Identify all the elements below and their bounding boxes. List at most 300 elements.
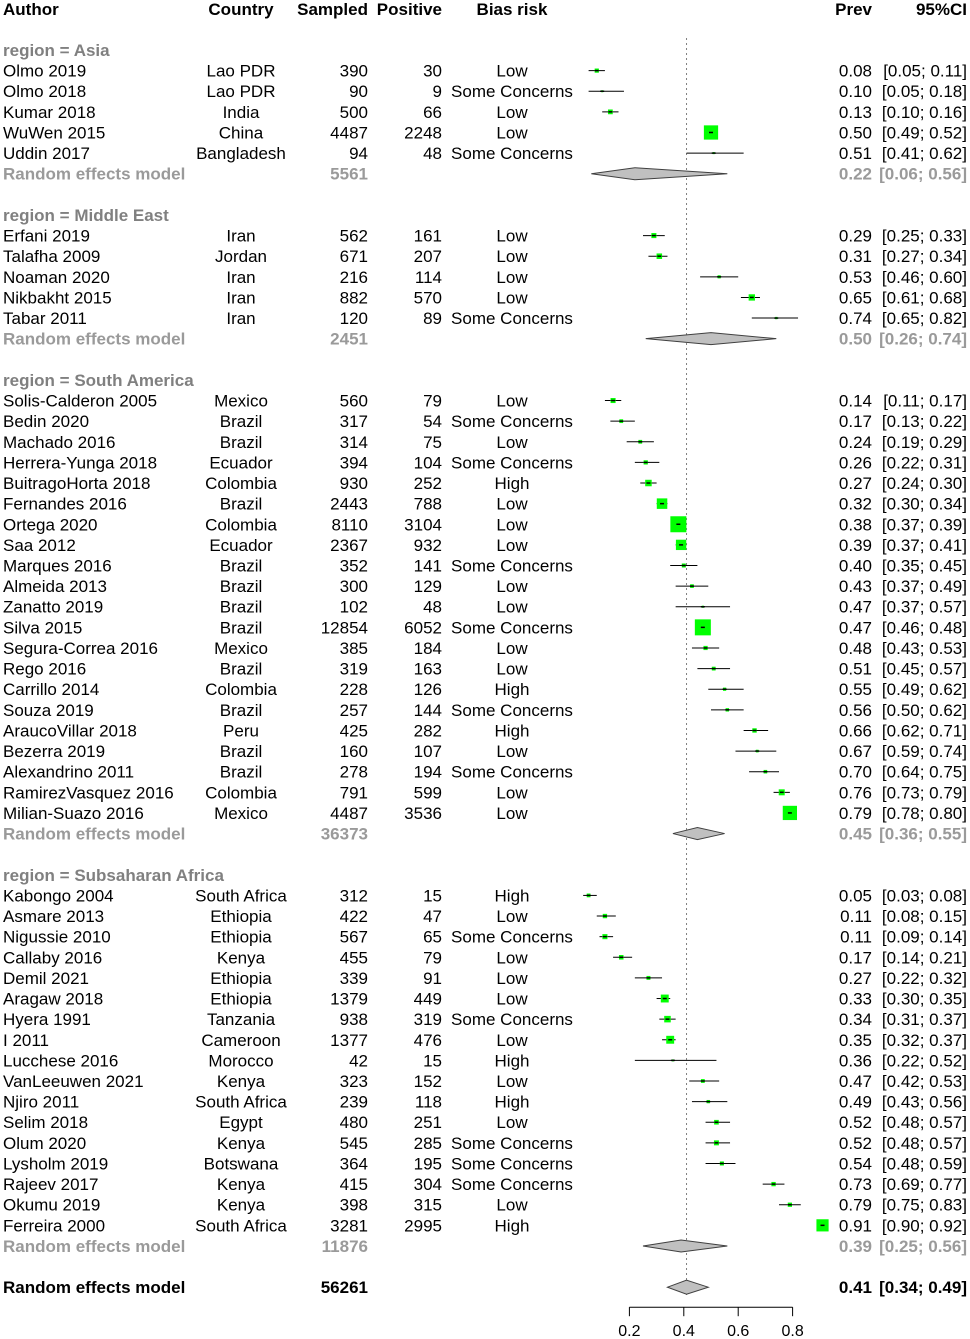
study-prev: 0.33 — [838, 989, 872, 1009]
study-sampled: 938 — [339, 1010, 368, 1030]
study-ci: [0.14; 0.21] — [881, 948, 967, 968]
study-prev: 0.34 — [838, 1010, 872, 1030]
study-country: Brazil — [219, 432, 263, 452]
study-sampled: 1377 — [330, 1030, 368, 1050]
study-bias-risk: Low — [496, 989, 528, 1009]
study-row — [3, 618, 967, 637]
study-bias-risk: Low — [496, 123, 528, 143]
study-row — [3, 433, 967, 452]
study-row — [3, 804, 967, 823]
study-author: Bedin 2020 — [3, 412, 90, 432]
study-sampled: 323 — [339, 1072, 368, 1091]
study-bias-risk: Low — [496, 659, 528, 679]
study-row — [3, 1093, 967, 1112]
study-sampled: 390 — [339, 61, 368, 81]
study-positive: 79 — [423, 391, 442, 411]
study-author: Erfani 2019 — [3, 226, 90, 246]
study-author: Marques 2016 — [3, 556, 112, 576]
study-prev: 0.79 — [838, 803, 872, 823]
axis-tick-label: 0.6 — [727, 1323, 750, 1339]
study-sampled: 352 — [339, 556, 368, 576]
study-prev: 0.38 — [838, 515, 872, 535]
study-prev: 0.74 — [838, 309, 872, 329]
study-country: Cameroon — [201, 1030, 281, 1050]
study-row — [3, 536, 967, 555]
study-author: Alexandrino 2011 — [3, 762, 135, 782]
study-author: Rajeev 2017 — [3, 1175, 99, 1195]
study-bias-risk: High — [494, 1051, 530, 1071]
study-row — [3, 288, 967, 307]
study-row — [3, 1134, 967, 1153]
header-sampled: Sampled — [297, 0, 368, 19]
study-positive: 6052 — [404, 618, 442, 638]
study-sampled: 882 — [339, 288, 368, 308]
study-positive: 54 — [423, 412, 442, 432]
study-row — [3, 103, 967, 122]
study-row — [3, 928, 967, 947]
study-row — [3, 474, 967, 493]
study-bias-risk: Low — [496, 803, 528, 823]
study-positive: 251 — [413, 1113, 442, 1133]
study-sampled: 671 — [339, 247, 368, 267]
study-author: Souza 2019 — [3, 700, 94, 720]
study-prev: 0.10 — [838, 82, 872, 102]
study-ci: [0.22; 0.31] — [881, 453, 967, 473]
study-sampled: 4487 — [330, 123, 368, 143]
study-row — [3, 577, 967, 596]
study-ci: [0.59; 0.74] — [881, 742, 967, 762]
study-sampled: 2443 — [330, 494, 368, 514]
study-row — [3, 990, 967, 1009]
study-sampled: 228 — [339, 680, 368, 700]
study-prev: 0.17 — [838, 412, 872, 432]
study-bias-risk: Some Concerns — [451, 1010, 573, 1030]
study-author: Bezerra 2019 — [3, 742, 106, 762]
header-prev: Prev — [835, 0, 872, 19]
study-sampled: 3281 — [330, 1216, 368, 1236]
summary-label: Random effects model — [3, 1236, 186, 1256]
study-row — [3, 412, 967, 431]
study-author: WuWen 2015 — [3, 123, 106, 143]
study-row — [3, 742, 967, 761]
study-prev: 0.49 — [838, 1092, 872, 1112]
study-row — [3, 1031, 967, 1050]
study-positive: 252 — [413, 474, 442, 494]
study-row — [3, 309, 967, 328]
study-author: Talafha 2009 — [3, 247, 101, 267]
study-positive: 282 — [413, 721, 442, 741]
subgroup-summary-row — [3, 825, 967, 844]
study-bias-risk: Low — [496, 535, 528, 555]
axis-tick-label: 0.8 — [781, 1323, 804, 1339]
study-sampled: 312 — [339, 886, 368, 906]
study-row — [3, 1072, 967, 1091]
study-bias-risk: Low — [496, 61, 528, 81]
study-ci: [0.30; 0.35] — [881, 989, 967, 1009]
study-sampled: 300 — [339, 577, 368, 597]
study-sampled: 120 — [339, 309, 368, 329]
study-author: Segura-Correa 2016 — [3, 638, 158, 658]
study-author: RamirezVasquez 2016 — [3, 783, 174, 803]
study-bias-risk: Some Concerns — [451, 82, 573, 102]
study-prev: 0.24 — [838, 432, 872, 452]
study-positive: 65 — [423, 927, 442, 947]
study-bias-risk: Low — [496, 783, 528, 803]
study-bias-risk: Low — [496, 102, 528, 122]
study-row — [3, 247, 967, 266]
study-ci: [0.69; 0.77] — [881, 1175, 967, 1195]
group-label: region = Middle East — [3, 205, 169, 225]
study-ci: [0.90; 0.92] — [881, 1216, 967, 1236]
study-row — [3, 1010, 967, 1029]
study-row — [3, 1113, 967, 1132]
study-ci: [0.09; 0.14] — [881, 927, 967, 947]
study-ci: [0.45; 0.57] — [881, 659, 967, 679]
study-author: Selim 2018 — [3, 1113, 89, 1133]
group-label: region = South America — [3, 370, 194, 390]
study-prev: 0.29 — [838, 226, 872, 246]
study-prev: 0.27 — [838, 474, 872, 494]
study-row — [3, 721, 967, 740]
study-prev: 0.40 — [838, 556, 872, 576]
study-country: Colombia — [205, 680, 277, 700]
study-sampled: 425 — [339, 721, 368, 741]
study-author: Olum 2020 — [3, 1133, 87, 1153]
study-author: BuitragoHorta 2018 — [3, 474, 151, 494]
study-ci: [0.42; 0.53] — [881, 1072, 967, 1091]
study-ci: [0.32; 0.37] — [881, 1030, 967, 1050]
study-ci: [0.35; 0.45] — [881, 556, 967, 576]
study-bias-risk: Low — [496, 494, 528, 514]
study-positive: 114 — [414, 267, 442, 287]
study-author: Kabongo 2004 — [3, 886, 114, 906]
study-sampled: 160 — [339, 742, 368, 762]
study-author: Almeida 2013 — [3, 577, 107, 597]
study-country: Jordan — [215, 247, 267, 267]
study-country: India — [222, 102, 260, 122]
study-bias-risk: Low — [496, 968, 528, 988]
study-sampled: 4487 — [330, 803, 368, 823]
study-positive: 161 — [413, 226, 442, 246]
study-sampled: 422 — [339, 907, 368, 927]
study-bias-risk: Low — [496, 742, 528, 762]
study-row — [3, 515, 967, 534]
study-positive: 315 — [413, 1195, 442, 1215]
study-bias-risk: Low — [496, 432, 528, 452]
study-sampled: 102 — [339, 597, 368, 617]
study-row — [3, 763, 967, 782]
study-sampled: 42 — [349, 1051, 368, 1071]
study-positive: 285 — [413, 1133, 442, 1153]
study-positive: 319 — [413, 1010, 442, 1030]
study-country: Kenya — [216, 1133, 266, 1153]
study-bias-risk: Low — [496, 907, 528, 927]
study-prev: 0.56 — [838, 700, 872, 720]
study-sampled: 364 — [339, 1154, 368, 1174]
study-positive: 932 — [413, 535, 442, 555]
study-positive: 195 — [413, 1154, 442, 1174]
study-country: Iran — [226, 226, 256, 246]
study-country: China — [218, 123, 264, 143]
study-sampled: 339 — [339, 968, 368, 988]
group-2 — [3, 371, 967, 844]
study-row — [3, 598, 967, 617]
study-row — [3, 783, 967, 802]
study-country: Egypt — [219, 1113, 263, 1133]
study-author: Njiro 2011 — [3, 1092, 80, 1112]
overall-ci: [0.34; 0.49] — [879, 1278, 967, 1298]
study-prev: 0.91 — [838, 1216, 872, 1236]
study-prev: 0.51 — [838, 144, 872, 164]
study-bias-risk: High — [494, 680, 530, 700]
study-author: AraucoVillar 2018 — [3, 721, 137, 741]
study-row — [3, 82, 967, 101]
study-country: Lao PDR — [206, 82, 276, 102]
study-row — [3, 886, 967, 905]
study-prev: 0.39 — [838, 535, 872, 555]
study-ci: [0.31; 0.37] — [881, 1010, 967, 1030]
study-country: South Africa — [195, 886, 287, 906]
overall-label: Random effects model — [3, 1278, 186, 1298]
study-sampled: 480 — [339, 1113, 368, 1133]
study-row — [3, 1196, 967, 1215]
study-bias-risk: Some Concerns — [451, 309, 573, 329]
study-bias-risk: High — [494, 474, 530, 494]
study-row — [3, 495, 967, 514]
study-positive: 207 — [413, 247, 442, 267]
study-row — [3, 268, 967, 287]
study-author: Uddin 2017 — [3, 144, 90, 164]
study-sampled: 455 — [339, 948, 368, 968]
group-1 — [3, 206, 967, 349]
study-positive: 118 — [414, 1092, 442, 1112]
study-ci: [0.25; 0.33] — [881, 226, 967, 246]
study-bias-risk: High — [494, 1216, 530, 1236]
study-positive: 476 — [413, 1030, 442, 1050]
study-sampled: 90 — [349, 82, 368, 102]
study-sampled: 278 — [339, 762, 368, 782]
study-author: Aragaw 2018 — [3, 989, 104, 1009]
study-country: Brazil — [219, 762, 263, 782]
study-bias-risk: Low — [496, 1195, 528, 1215]
study-sampled: 394 — [339, 453, 368, 473]
study-ci: [0.22; 0.32] — [881, 968, 967, 988]
study-country: Ethiopia — [210, 968, 272, 988]
study-positive: 91 — [423, 968, 442, 988]
study-positive: 89 — [423, 309, 442, 329]
study-ci: [0.24; 0.30] — [881, 474, 967, 494]
study-prev: 0.65 — [838, 288, 872, 308]
study-positive: 126 — [413, 680, 442, 700]
study-country: Ecuador — [209, 453, 273, 473]
study-ci: [0.75; 0.83] — [881, 1195, 967, 1215]
study-country: Bangladesh — [196, 144, 286, 164]
study-author: Lysholm 2019 — [3, 1154, 109, 1174]
study-country: Iran — [226, 288, 256, 308]
summary-ci: [0.36; 0.55] — [879, 824, 967, 844]
axis-tick-label: 0.2 — [618, 1323, 641, 1339]
study-row — [3, 144, 967, 163]
study-row — [3, 1154, 967, 1173]
study-bias-risk: Low — [496, 515, 528, 535]
study-prev: 0.17 — [838, 948, 872, 968]
study-prev: 0.36 — [838, 1051, 872, 1071]
study-country: Iran — [226, 267, 256, 287]
study-bias-risk: Low — [496, 288, 528, 308]
study-bias-risk: Low — [496, 597, 528, 617]
study-bias-risk: Low — [496, 948, 528, 968]
study-author: Machado 2016 — [3, 432, 116, 452]
study-sampled: 1379 — [330, 989, 368, 1009]
summary-ci: [0.26; 0.74] — [879, 329, 967, 349]
study-sampled: 239 — [339, 1092, 368, 1112]
study-bias-risk: Some Concerns — [451, 144, 573, 164]
study-ci: [0.50; 0.62] — [881, 700, 967, 720]
study-sampled: 314 — [339, 432, 368, 452]
summary-prev: 0.50 — [838, 329, 872, 349]
study-positive: 194 — [413, 762, 442, 782]
study-positive: 79 — [423, 948, 442, 968]
x-axis — [618, 1307, 804, 1339]
study-row — [3, 969, 967, 988]
study-author: Okumu 2019 — [3, 1195, 101, 1215]
study-country: Brazil — [219, 659, 263, 679]
study-author: Carrillo 2014 — [3, 680, 100, 700]
study-sampled: 398 — [339, 1195, 368, 1215]
subgroup-summary-row — [3, 165, 967, 184]
column-headers — [3, 0, 967, 19]
study-bias-risk: Low — [496, 577, 528, 597]
study-country: Mexico — [214, 391, 268, 411]
study-positive: 48 — [423, 597, 442, 617]
study-row — [3, 62, 967, 81]
study-bias-risk: Low — [496, 1030, 528, 1050]
study-bias-risk: Some Concerns — [451, 1154, 573, 1174]
study-row — [3, 639, 967, 658]
study-prev: 0.47 — [838, 597, 872, 617]
study-prev: 0.70 — [838, 762, 872, 782]
study-row — [3, 392, 967, 411]
study-ci: [0.37; 0.49] — [881, 577, 967, 597]
summary-sampled: 36373 — [320, 824, 368, 844]
study-bias-risk: Low — [496, 1113, 528, 1133]
study-prev: 0.47 — [838, 1072, 872, 1091]
study-sampled: 8110 — [331, 515, 368, 535]
study-author: Herrera-Yunga 2018 — [3, 453, 158, 473]
study-bias-risk: Low — [496, 247, 528, 267]
study-ci: [0.62; 0.71] — [881, 721, 967, 741]
study-row — [3, 123, 967, 142]
study-author: Hyera 1991 — [3, 1010, 91, 1030]
study-author: Lucchese 2016 — [3, 1051, 119, 1071]
study-ci: [0.73; 0.79] — [881, 783, 967, 803]
study-positive: 30 — [423, 61, 442, 81]
study-bias-risk: High — [494, 721, 530, 741]
study-country: Brazil — [219, 618, 263, 638]
study-row — [3, 1175, 967, 1194]
study-sampled: 791 — [339, 783, 368, 803]
study-author: Nikbakht 2015 — [3, 288, 112, 308]
group-0 — [3, 41, 967, 184]
study-ci: [0.41; 0.62] — [881, 144, 967, 164]
group-label: region = Subsaharan Africa — [3, 865, 224, 885]
study-author: VanLeeuwen 2021 — [3, 1072, 144, 1091]
summary-ci: [0.25; 0.56] — [879, 1236, 967, 1256]
study-country: Kenya — [216, 1195, 266, 1215]
study-author: Fernandes 2016 — [3, 494, 127, 514]
study-sampled: 562 — [339, 226, 368, 246]
study-bias-risk: Some Concerns — [451, 1175, 573, 1195]
study-prev: 0.26 — [838, 453, 872, 473]
study-ci: [0.37; 0.57] — [881, 597, 967, 617]
study-author: Olmo 2018 — [3, 82, 87, 102]
study-prev: 0.05 — [838, 886, 872, 906]
study-positive: 570 — [413, 288, 442, 308]
study-author: Noaman 2020 — [3, 267, 110, 287]
study-country: Kenya — [216, 1072, 266, 1091]
study-ci: [0.78; 0.80] — [881, 803, 967, 823]
study-positive: 47 — [423, 907, 442, 927]
study-row — [3, 948, 967, 967]
study-country: Ecuador — [209, 535, 273, 555]
study-ci: [0.43; 0.53] — [881, 638, 967, 658]
study-country: Brazil — [219, 412, 263, 432]
study-sampled: 257 — [339, 700, 368, 720]
study-sampled: 2367 — [330, 535, 368, 555]
summary-prev: 0.45 — [838, 824, 872, 844]
study-country: Brazil — [219, 577, 263, 597]
study-bias-risk: Some Concerns — [451, 556, 573, 576]
study-ci: [0.37; 0.41] — [881, 535, 967, 555]
study-positive: 184 — [413, 638, 442, 658]
study-country: Colombia — [205, 474, 277, 494]
study-country: Brazil — [219, 597, 263, 617]
study-bias-risk: Some Concerns — [451, 700, 573, 720]
study-sampled: 560 — [339, 391, 368, 411]
study-positive: 304 — [413, 1175, 442, 1195]
study-prev: 0.53 — [838, 267, 872, 287]
study-positive: 788 — [413, 494, 442, 514]
study-country: Brazil — [219, 742, 263, 762]
study-prev: 0.11 — [840, 927, 872, 947]
study-prev: 0.11 — [840, 907, 872, 927]
study-prev: 0.52 — [838, 1113, 872, 1133]
study-country: Mexico — [214, 638, 268, 658]
study-country: Lao PDR — [206, 61, 276, 81]
study-ci: [0.03; 0.08] — [881, 886, 967, 906]
study-ci: [0.08; 0.15] — [881, 907, 967, 927]
overall-summary-row — [3, 1278, 967, 1297]
study-author: Milian-Suazo 2016 — [3, 803, 144, 823]
study-ci: [0.05; 0.18] — [881, 82, 967, 102]
summary-diamond — [591, 168, 727, 180]
study-row — [3, 227, 967, 246]
study-bias-risk: Low — [496, 1072, 528, 1091]
study-ci: [0.46; 0.48] — [881, 618, 967, 638]
study-sampled: 500 — [339, 102, 368, 122]
study-positive: 15 — [423, 1051, 442, 1071]
study-author: Silva 2015 — [3, 618, 83, 638]
study-country: Ethiopia — [210, 907, 272, 927]
study-row — [3, 680, 967, 699]
study-country: Colombia — [205, 515, 277, 535]
study-ci: [0.48; 0.59] — [881, 1154, 967, 1174]
study-positive: 3536 — [404, 803, 442, 823]
study-country: Kenya — [216, 948, 266, 968]
study-ci: [0.48; 0.57] — [881, 1113, 967, 1133]
study-positive: 48 — [423, 144, 442, 164]
study-ci: [0.65; 0.82] — [881, 309, 967, 329]
